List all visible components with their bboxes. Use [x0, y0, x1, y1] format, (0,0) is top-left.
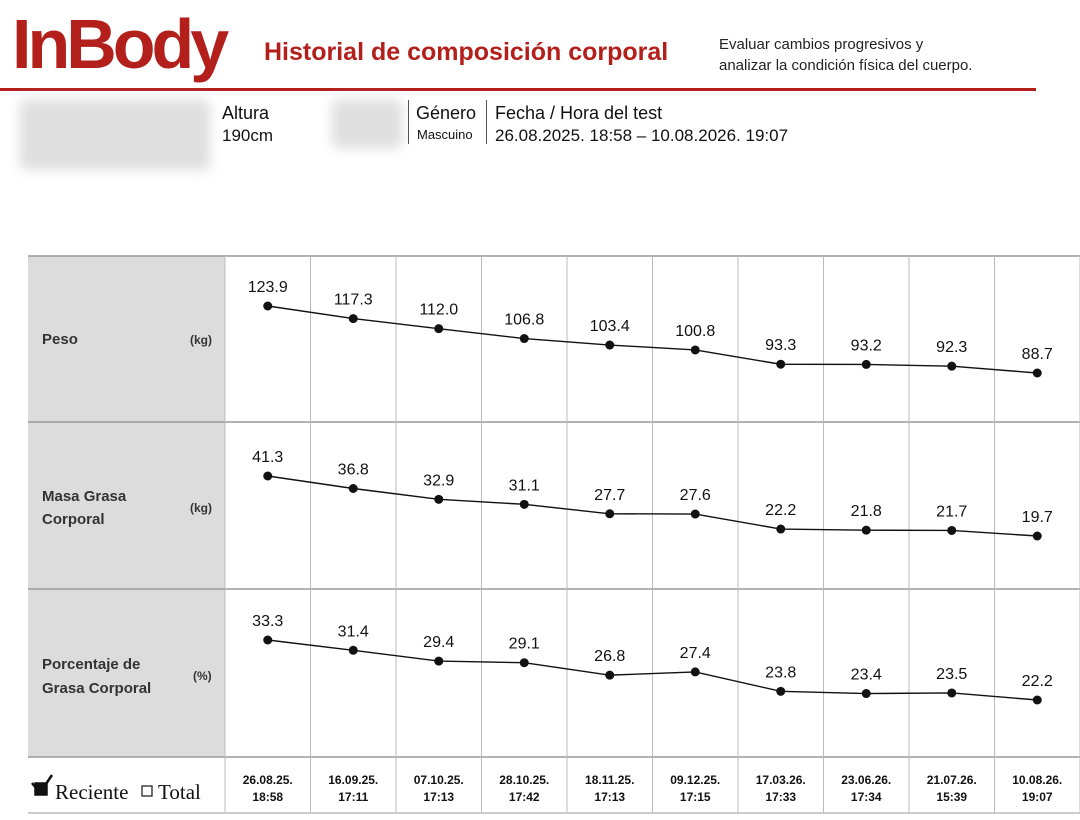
data-label: 27.4: [679, 644, 711, 662]
date-label: 18.11.25.: [585, 773, 635, 787]
data-point: [349, 484, 358, 493]
data-point: [691, 510, 700, 519]
data-label: 23.5: [936, 665, 968, 683]
height-value: 190cm: [222, 126, 274, 145]
row-label-masa-grasa-2: Corporal: [42, 511, 105, 528]
time-label: 17:13: [594, 790, 626, 804]
data-point: [263, 636, 272, 645]
data-label: 41.3: [252, 449, 284, 466]
row-label-porcentaje-2: Grasa Corporal: [42, 680, 152, 697]
data-label: 103.4: [589, 318, 630, 336]
row-label-masa-grasa-1: Masa Grasa: [42, 488, 127, 505]
time-label: 17:11: [338, 790, 369, 804]
data-point: [947, 526, 956, 535]
data-label: 29.1: [508, 635, 540, 653]
data-point: [776, 525, 785, 534]
data-point: [349, 314, 358, 323]
date-label: 07.10.25.: [413, 773, 464, 787]
data-point: [520, 658, 529, 667]
data-point: [520, 334, 529, 343]
data-point: [605, 509, 614, 518]
date-label: 28.10.25.: [499, 773, 550, 787]
row-label-porcentaje-1: Porcentaje de: [42, 656, 141, 673]
test-date-range: 26.08.2025. 18:58 – 10.08.2026. 19:07: [495, 126, 789, 145]
data-label: 93.3: [765, 337, 797, 355]
data-label: 22.2: [765, 502, 797, 520]
inbody-logo: InBody: [12, 5, 226, 83]
data-label: 100.8: [675, 322, 716, 340]
date-label: 17.03.26.: [755, 773, 806, 787]
page-title: Historial de composición corporal: [264, 38, 669, 66]
data-label: 93.2: [850, 337, 882, 355]
row-label-peso: Peso: [42, 331, 78, 348]
date-label: 16.09.25.: [328, 773, 379, 787]
data-point: [434, 324, 443, 333]
data-point: [947, 362, 956, 371]
time-label: 15:39: [936, 790, 968, 804]
data-label: 106.8: [504, 311, 545, 329]
data-label: 36.8: [337, 461, 369, 479]
time-label: 19:07: [1021, 790, 1053, 804]
data-label: 32.9: [423, 472, 455, 490]
data-point: [1033, 696, 1042, 705]
data-point: [605, 341, 614, 350]
data-point: [947, 688, 956, 697]
gender-label: Género: [416, 103, 477, 123]
data-label: 88.7: [1021, 346, 1053, 363]
time-label: 18:58: [252, 790, 284, 804]
total-checkbox: [142, 786, 152, 796]
unit-label-masa-grasa: (kg): [190, 501, 212, 515]
data-point: [605, 671, 614, 680]
data-label: 26.8: [594, 648, 626, 666]
total-label: Total: [158, 780, 201, 804]
date-label: 23.06.26.: [841, 773, 892, 787]
time-label: 17:42: [508, 790, 540, 804]
time-label: 17:33: [765, 790, 797, 804]
time-label: 17:34: [850, 790, 882, 804]
date-label: 26.08.25.: [242, 773, 293, 787]
data-point: [1033, 369, 1042, 378]
date-label: 21.07.26.: [926, 773, 977, 787]
data-label: 29.4: [423, 634, 455, 652]
data-point: [691, 345, 700, 354]
unit-label-porcentaje: (%): [193, 669, 212, 683]
recent-label: Reciente: [55, 780, 129, 804]
data-label: 21.8: [850, 503, 882, 521]
data-label: 23.8: [765, 664, 797, 682]
data-label: 31.4: [337, 623, 369, 641]
data-label: 22.2: [1021, 673, 1053, 690]
data-point: [776, 687, 785, 696]
data-label: 27.7: [594, 486, 626, 504]
data-point: [691, 667, 700, 676]
unit-label-peso: (kg): [190, 333, 212, 347]
data-point: [434, 657, 443, 666]
data-label: 19.7: [1021, 509, 1053, 526]
subtitle-line-2: analizar la condición física del cuerpo.: [719, 57, 973, 74]
test-date-label: Fecha / Hora del test: [495, 103, 663, 123]
time-label: 17:13: [423, 790, 455, 804]
data-point: [862, 360, 871, 369]
data-label: 112.0: [419, 301, 459, 319]
height-label: Altura: [222, 103, 270, 123]
data-label: 92.3: [936, 339, 968, 357]
data-label: 23.4: [850, 666, 882, 684]
data-point: [862, 526, 871, 535]
data-label: 33.3: [252, 613, 284, 630]
subtitle-line-1: Evaluar cambios progresivos y: [719, 36, 924, 53]
data-label: 27.6: [679, 487, 711, 505]
date-label: 10.08.26.: [1012, 773, 1063, 787]
date-label: 09.12.25.: [670, 773, 721, 787]
data-point: [776, 360, 785, 369]
data-point: [862, 689, 871, 698]
data-label: 21.7: [936, 503, 968, 521]
gender-value: Mascuino: [417, 127, 473, 142]
data-point: [434, 495, 443, 504]
data-point: [520, 500, 529, 509]
data-point: [263, 302, 272, 311]
time-label: 17:15: [679, 790, 711, 804]
data-label: 123.9: [247, 279, 288, 296]
data-label: 31.1: [508, 477, 540, 495]
data-point: [1033, 532, 1042, 541]
data-label: 117.3: [333, 291, 373, 309]
data-point: [349, 646, 358, 655]
data-point: [263, 472, 272, 481]
